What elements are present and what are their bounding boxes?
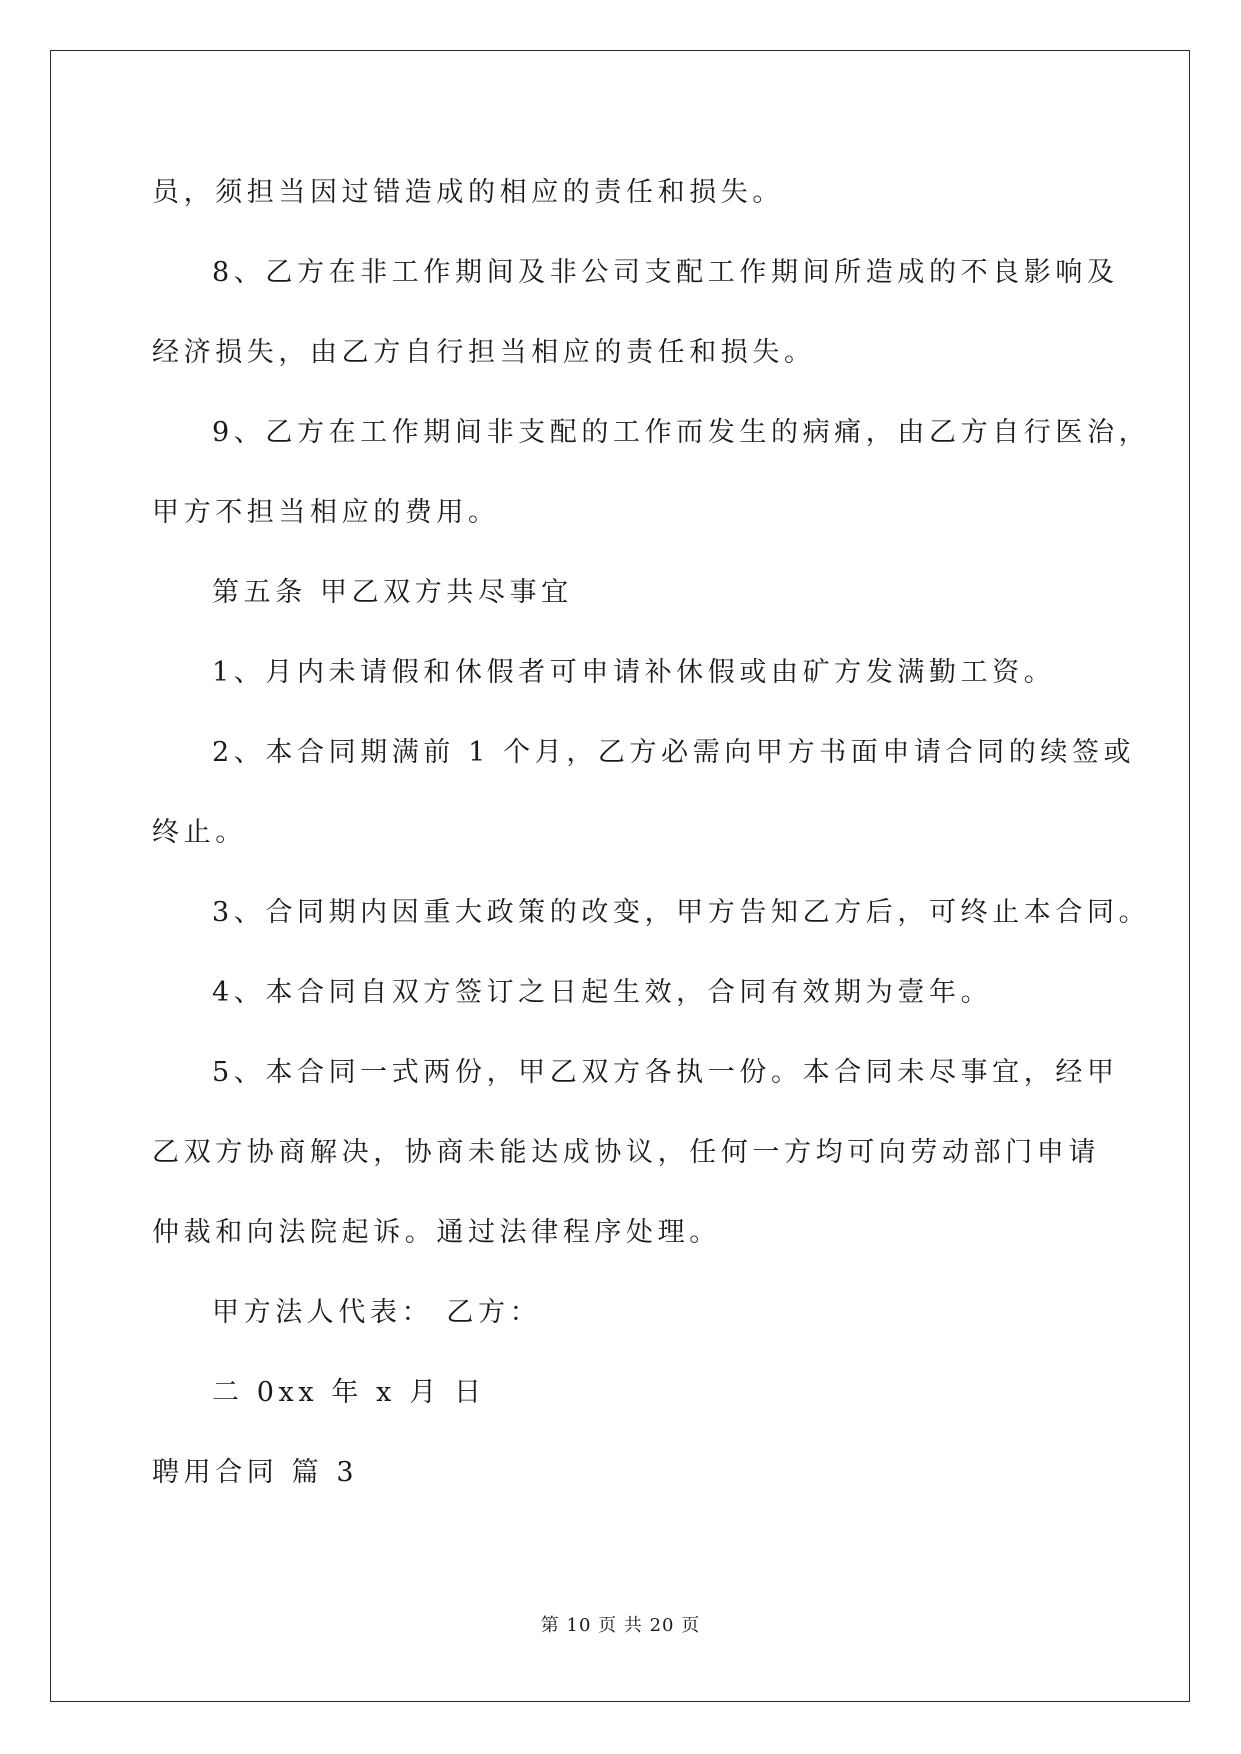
text-line: 5、本合同一式两份，甲乙双方各执一份。本合同未尽事宜，经甲 [212,1057,1119,1088]
date-line: 二 0xx 年 x 月 日 [212,1377,486,1408]
text-line: 甲方不担当相应的费用。 [152,497,500,528]
text-line: 1、月内未请假和休假者可申请补休假或由矿方发满勤工资。 [212,657,1056,688]
text-line: 4、本合同自双方签订之日起生效，合同有效期为壹年。 [212,977,993,1008]
text-line: 2、本合同期满前 1 个月，乙方必需向甲方书面申请合同的续签或 [212,737,1136,768]
text-line: 经济损失，由乙方自行担当相应的责任和损失。 [152,337,816,368]
text-line: 9、乙方在工作期间非支配的工作而发生的病痛，由乙方自行医治， [212,417,1151,448]
text-line: 仲裁和向法院起诉。通过法律程序处理。 [152,1217,721,1248]
text-line: 3、合同期内因重大政策的改变，甲方告知乙方后，可终止本合同。 [212,897,1151,928]
section-heading: 第五条 甲乙双方共尽事宜 [212,577,573,608]
signature-line: 甲方法人代表： 乙方： [212,1297,542,1328]
text-line: 8、乙方在非工作期间及非公司支配工作期间所造成的不良影响及 [212,257,1119,288]
text-line: 员，须担当因过错造成的相应的责任和损失。 [152,177,784,208]
text-line: 乙双方协商解决，协商未能达成协议，任何一方均可向劳动部门申请 [152,1137,1100,1168]
text-line: 终止。 [152,817,247,848]
page-number-footer: 第 10 页 共 20 页 [540,1615,701,1636]
next-section-title: 聘用合同 篇 3 [152,1457,359,1488]
